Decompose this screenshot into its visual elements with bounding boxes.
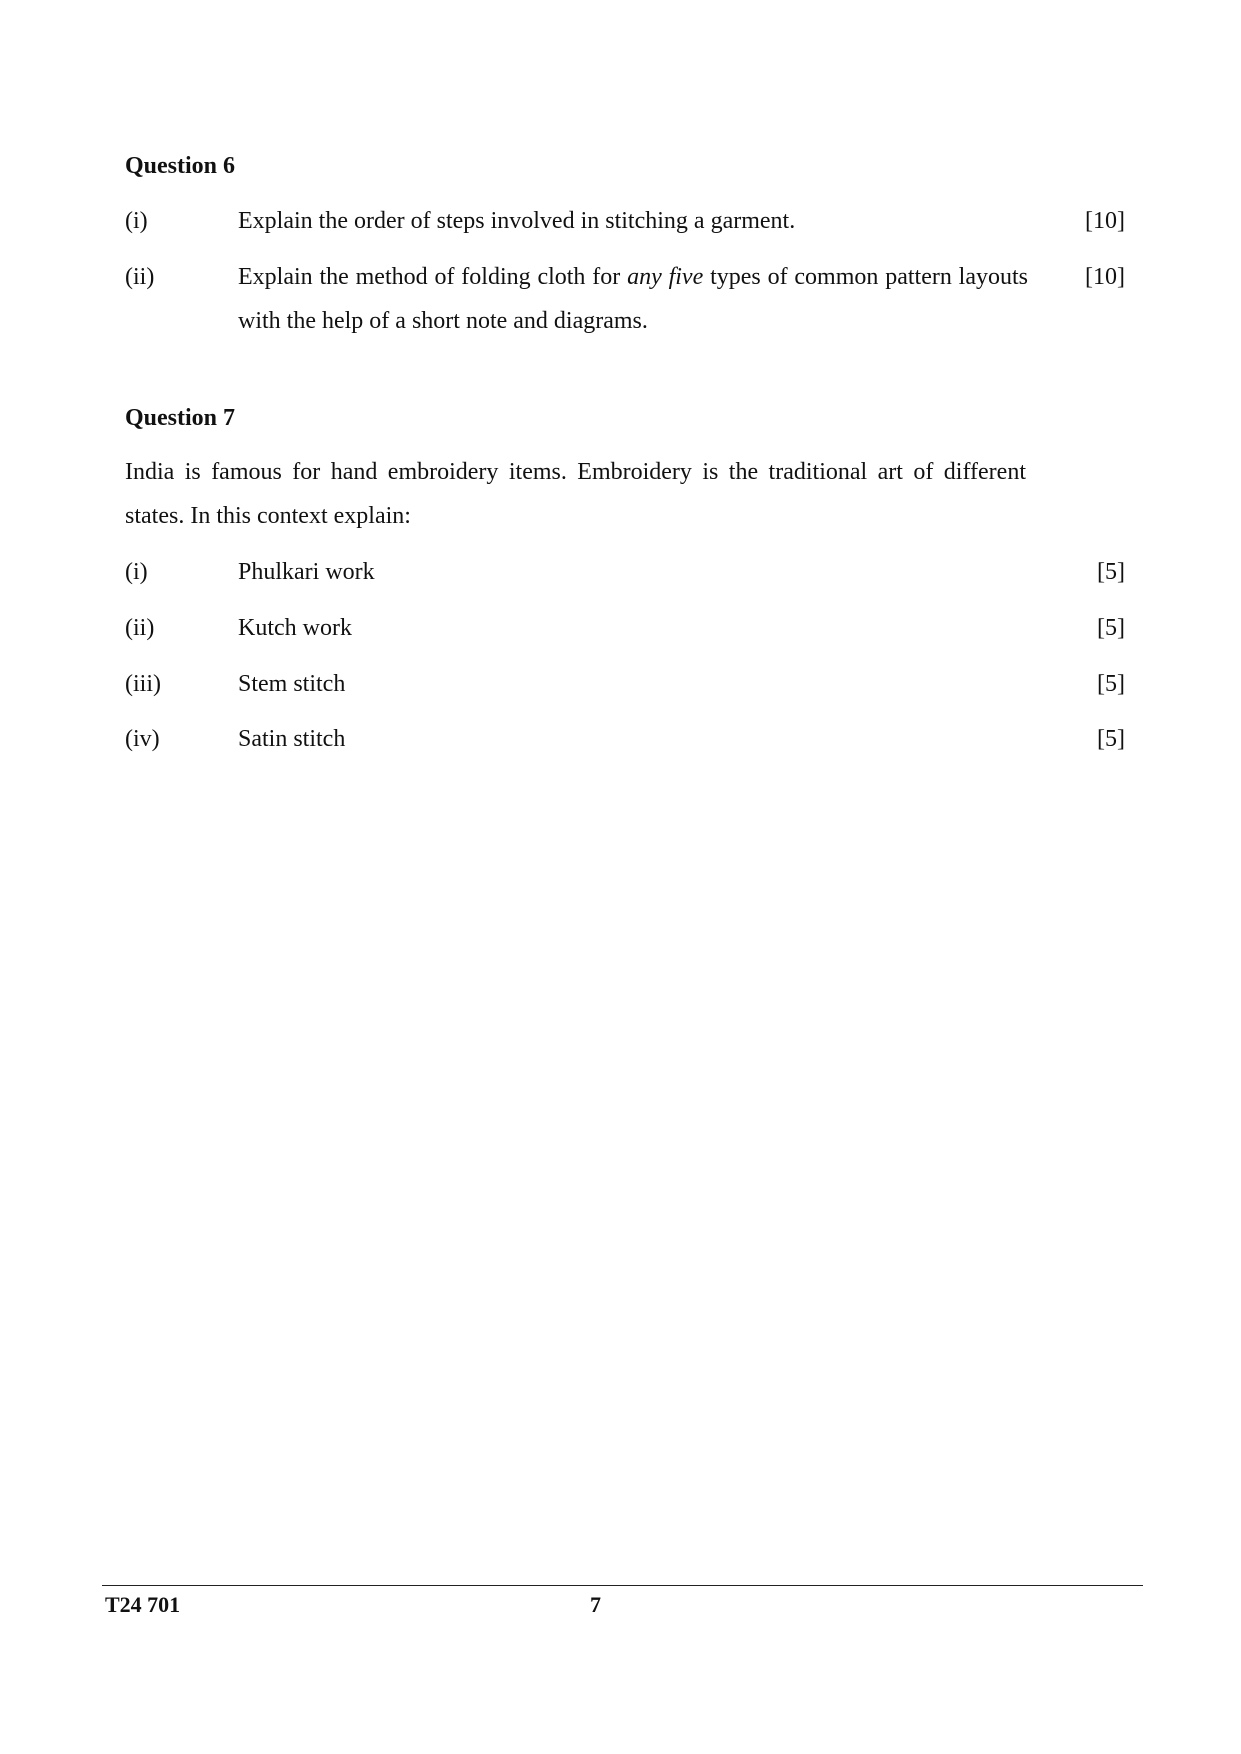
- part-text: Stem stitch: [238, 671, 346, 697]
- question-6-heading: Question 6: [125, 153, 236, 179]
- part-marks: [5]: [1097, 559, 1125, 585]
- part-number: (iv): [125, 726, 160, 752]
- paper-code: T24 701: [105, 1592, 181, 1617]
- part-text-end: types of common pattern layouts with the help of a short note and diagrams.: [238, 264, 1029, 334]
- part-marks: [5]: [1097, 726, 1125, 752]
- page-number: 7: [590, 1592, 601, 1617]
- part-text-emphasis: any five: [627, 264, 704, 290]
- part-marks: [10]: [1085, 264, 1125, 290]
- part-number: (i): [125, 559, 148, 585]
- part-number: (iii): [125, 671, 161, 697]
- part-text-start: Explain the method of folding cloth for: [238, 264, 628, 290]
- part-number: (i): [125, 208, 148, 234]
- question-7-heading: Question 7: [125, 405, 236, 431]
- part-text: Phulkari work: [238, 559, 375, 585]
- question-7-intro: India is famous for hand embroidery items. Embroidery is the traditional art of different states. In this context explain:: [125, 459, 1026, 529]
- part-text: [238, 255, 1028, 343]
- part-marks: [5]: [1097, 671, 1125, 697]
- part-marks: [10]: [1085, 208, 1125, 234]
- part-number: (ii): [125, 264, 155, 290]
- part-marks: [5]: [1097, 615, 1125, 641]
- footer-divider: [102, 1585, 1143, 1586]
- part-text: Satin stitch: [238, 726, 346, 752]
- part-text: Explain the order of steps involved in stitching a garment.: [238, 208, 796, 234]
- part-number: (ii): [125, 615, 155, 641]
- part-text: Kutch work: [238, 615, 352, 641]
